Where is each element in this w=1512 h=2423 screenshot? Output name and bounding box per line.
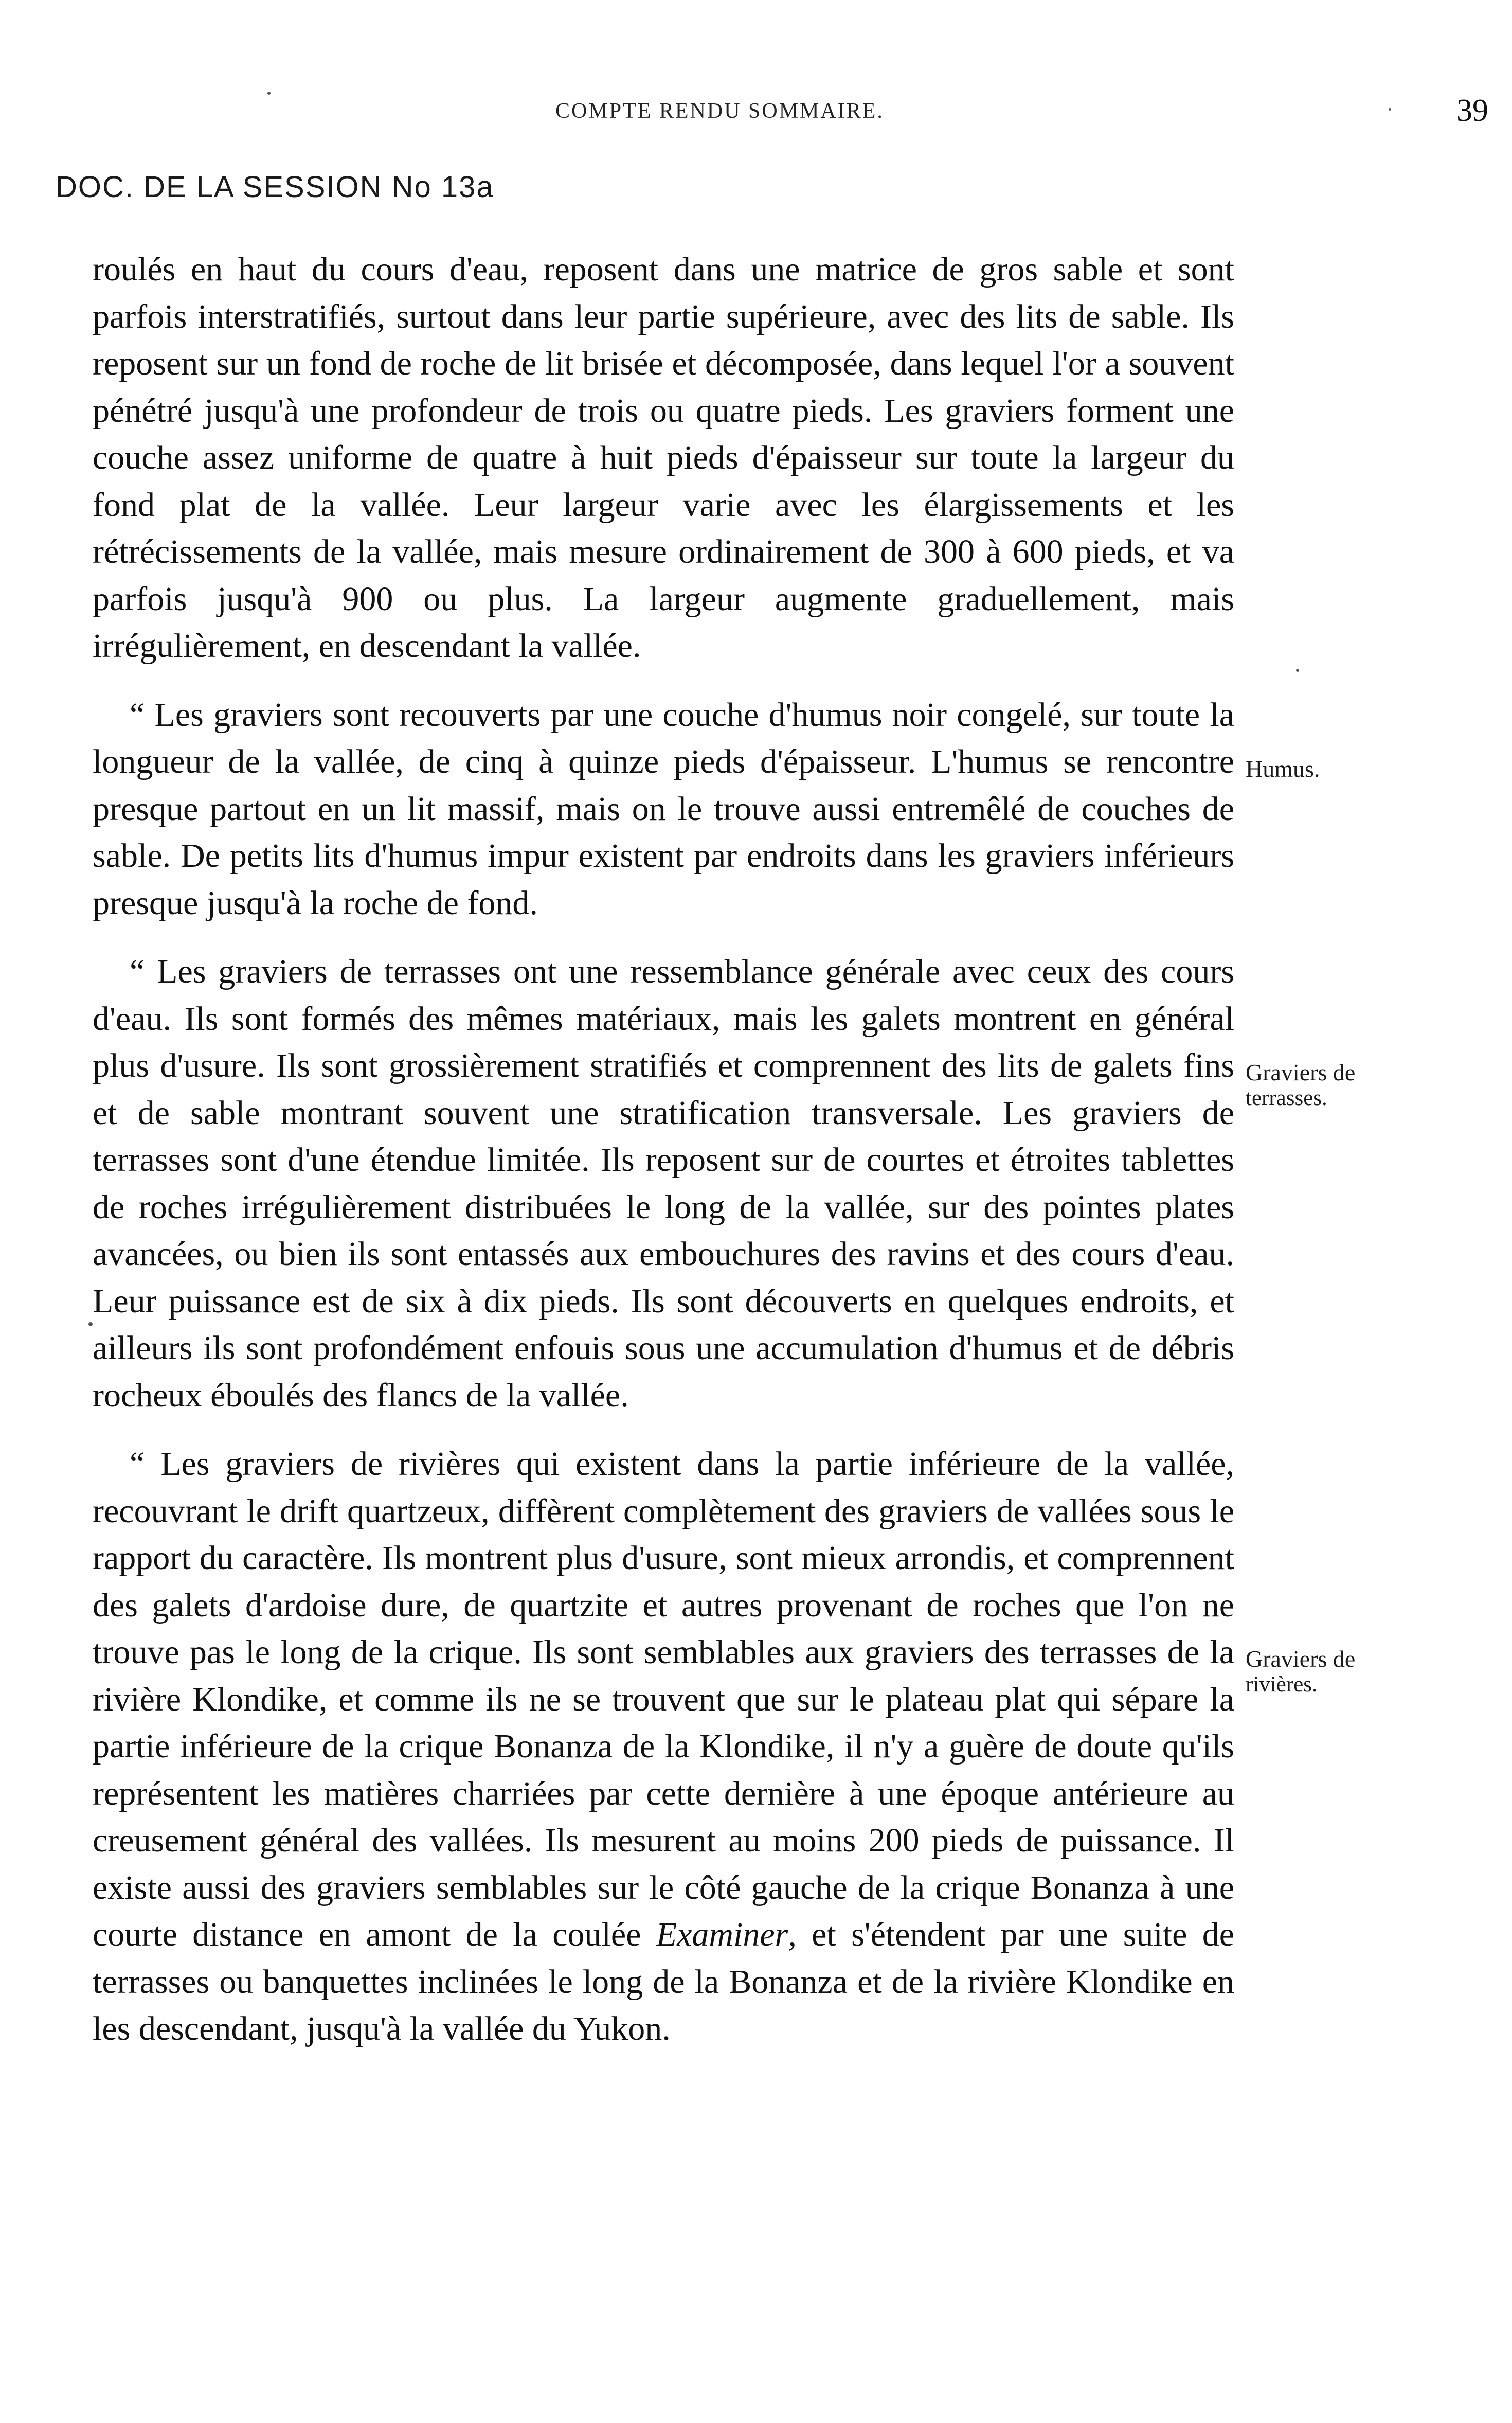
paragraph-gravels-continued: roulés en haut du cours d'eau, reposent dans une matrice de gros sable et sont parfois interstratifiés, surtout dans leur partie supérieure, avec des lits de sable. Ils reposent sur un fond de roche de lit brisée et décomposée, dans lequel l'or a souvent pénétré jusqu'à une profondeur de trois ou quatre pieds. Les graviers forment une couche assez uniforme de quatre à huit pieds d'épaisseur sur toute la largeur du fond plat de la vallée. Leur largeur varie avec les élargissements et les rétrécissements de la vallée, mais mesure ordinairement de 300 à 600 pieds, et va parfois jusqu'à 900 ou plus. La largeur augmente graduellement, mais irrégulièrement, en descendant la vallée.	[93, 251, 1234, 665]
scan-speck	[267, 92, 271, 95]
margin-note-river-gravels	[1246, 1646, 1431, 1698]
running-head: COMPTE RENDU SOMMAIRE.	[555, 99, 884, 123]
scan-speck	[88, 1322, 93, 1326]
paragraph-humus: “ Les graviers sont recouverts par une couche d'humus noir congelé, sur toute la longueur de la vallée, de cinq à quinze pieds d'épaisseur. L'humus se rencontre presque partout en un lit massif, mais on le trouve aussi entremêlé de couches de sable. De petits lits d'humus impur existent par endroits dans les graviers inférieurs presque jusqu'à la roche de fond.	[93, 696, 1234, 922]
margin-note-humus-label: Humus.	[1246, 756, 1320, 782]
paragraph-terrace-gravels: “ Les graviers de terrasses ont une ressemblance générale avec ceux des cours d'eau. Ils sont formés des mêmes matériaux, mais les galets montrent en général plus d'usure. Ils sont grossièrement stratifiés et comprennent des lits de galets fins et de sable montrant souvent une stratification transversale. Les graviers de terrasses sont d'une étendue limitée. Ils reposent sur de courtes et étroites tablettes de roches irrégulièrement distribuées le long de la vallée, sur des pointes plates avancées, ou bien ils sont entassés aux embouchures des ravins et des cours d'eau. Leur puissance est de six à dix pieds. Ils sont découverts en quelques endroits, et ailleurs ils sont profondément enfouis sous une accumulation d'humus et de débris rocheux éboulés des flancs de la vallée.	[93, 953, 1234, 1414]
margin-note-terrasses-line2: terrasses.	[1246, 1086, 1327, 1110]
margin-note-rivieres-line1: Graviers de	[1246, 1646, 1356, 1672]
margin-note-terrasses-line1: Graviers de	[1246, 1059, 1356, 1085]
scan-speck	[1389, 108, 1391, 111]
scan-speck	[1296, 669, 1299, 672]
paragraph-river-gravels-text-before: “ Les graviers de rivières qui existent dans la partie inférieure de la vallée, recouvrant le drift quartzeux, diffèrent complètement des graviers de vallées sous le rapport du caractère. Ils montrent plus d'usure, sont mieux arrondis, et comprennent des galets d'ardoise dure, de quartzite et autres provenant de roches que l'on ne trouve pas le long de la crique. Ils sont semblables aux graviers des terrasses de la rivière Klondike, et comme ils ne se trouvent que sur le plateau plat qui sépare la partie inférieure de la crique Bonanza de la Klondike, il n'y a guère de doute qu'ils représentent les matières charriées par cette dernière à une époque antérieure au creusement général des vallées. Ils mesurent au moins 200 pieds de puissance. Il existe aussi des graviers semblables sur le côté gauche de la crique Bonanza à une courte distance en amont de la coulée	[93, 1445, 1234, 1953]
margin-note-rivieres-line2: rivières.	[1246, 1672, 1318, 1697]
doc-session-label: DOC. DE LA SESSION No 13a	[56, 170, 494, 204]
paragraph-river-gravels	[93, 1440, 1234, 2053]
body-text	[93, 246, 1234, 2053]
examiner-italic: Examiner	[656, 1916, 788, 1953]
margin-note-humus	[1246, 756, 1431, 782]
margin-note-terrace-gravels	[1246, 1060, 1431, 1111]
paragraph-river-gravels-text-after: , et s'étendent par une suite de terrasses ou banquettes inclinées le long de la Bonanza et de la rivière Klondike en les descendant, jusqu'à la vallée du Yukon.	[93, 1916, 1234, 2047]
page-number: 39	[1456, 93, 1488, 128]
